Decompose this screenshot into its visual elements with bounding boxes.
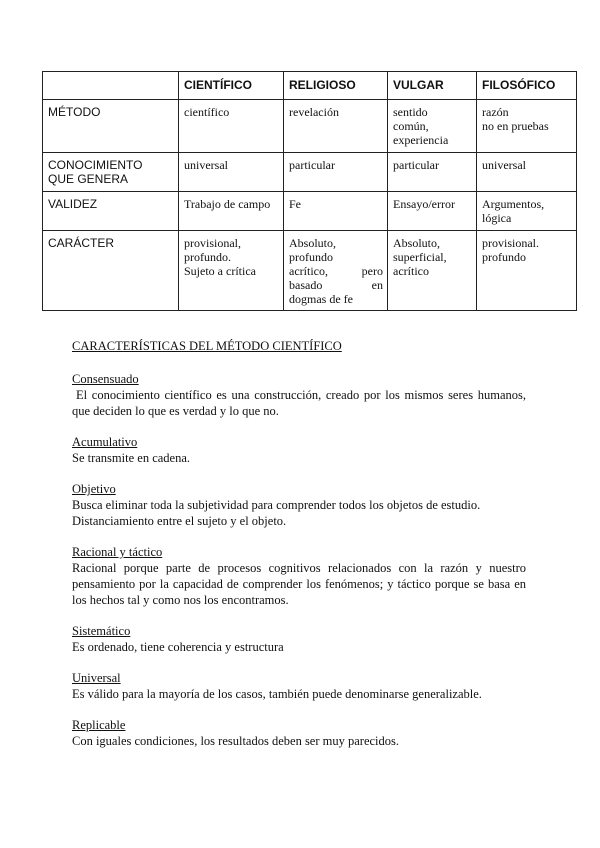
cell-line: Sujeto a crítica (184, 264, 256, 278)
header-religioso: RELIGIOSO (284, 72, 388, 100)
cell-line: provisional. (482, 236, 539, 250)
row-label-caracter (43, 231, 179, 311)
characteristic-title: Replicable (72, 718, 126, 732)
characteristic-title: Consensuado (72, 372, 139, 386)
table-cell (179, 231, 284, 311)
row-label-line: MÉTODO (48, 105, 101, 119)
cell-line: provisional, (184, 236, 241, 250)
characteristic-text: Racional porque parte de procesos cognitivos relacionados con la razón y nuestro pensamiento por la capacidad de comprender los fenómenos; y táctico porque se basa en los hechos tal y como nos los encontramos. (72, 561, 526, 607)
characteristic-title: Objetivo (72, 482, 116, 496)
cell-line: superficial, (393, 250, 447, 264)
cell-line: acrítico (393, 264, 429, 278)
characteristic-text: Busca eliminar toda la subjetividad para comprender todos los objetos de estudio. Distanciamiento entre el sujeto y el objeto. (72, 498, 481, 528)
cell-line: Argumentos, (482, 197, 545, 211)
table-header-row (43, 72, 577, 100)
characteristic-item (72, 623, 526, 655)
header-filosofico: FILOSÓFICO (477, 72, 577, 100)
cell-line: profundo. (184, 250, 231, 264)
section-title: CARACTERÍSTICAS DEL MÉTODO CIENTÍFICO (72, 339, 342, 353)
characteristic-text: Es ordenado, tiene coherencia y estructura (72, 640, 284, 654)
table-cell (179, 153, 284, 192)
characteristic-title: Universal (72, 671, 121, 685)
characteristic-title: Sistemático (72, 624, 131, 638)
cell-line: no en pruebas (482, 119, 549, 133)
cell-line: basado en (289, 278, 383, 292)
cell-line: dogmas de fe (289, 292, 353, 306)
table-cell (477, 153, 577, 192)
table-cell (284, 100, 388, 153)
characteristic-item (72, 434, 526, 466)
characteristic-text: Se transmite en cadena. (72, 451, 191, 465)
table-cell (284, 192, 388, 231)
characteristic-title: Acumulativo (72, 435, 138, 449)
cell-line: profundo (482, 250, 526, 264)
table-cell (477, 100, 577, 153)
cell-line: universal (482, 158, 526, 172)
table-cell (388, 231, 477, 311)
table-cell (179, 192, 284, 231)
header-empty (43, 72, 179, 100)
cell-line: científico (184, 105, 230, 119)
row-label-conocimiento (43, 153, 179, 192)
cell-line: universal (184, 158, 228, 172)
characteristic-item (72, 717, 526, 749)
cell-line: acrítico, pero (289, 264, 383, 278)
cell-line: particular (393, 158, 439, 172)
header-cientifico: CIENTÍFICO (179, 72, 284, 100)
cell-line: común, (393, 119, 429, 133)
cell-line: lógica (482, 211, 512, 225)
cell-line: experiencia (393, 133, 449, 147)
cell-line: profundo (289, 250, 333, 264)
table-cell (284, 153, 388, 192)
cell-line: particular (289, 158, 335, 172)
characteristic-item (72, 481, 526, 529)
table-row (43, 153, 577, 192)
row-label-line: CONOCIMIENTO (48, 158, 143, 172)
table-cell (388, 100, 477, 153)
cell-line: Ensayo/error (393, 197, 455, 211)
row-label-line: CARÁCTER (48, 236, 115, 250)
characteristic-text: El conocimiento científico es una construcción, creado por los mismos seres humanos, que deciden lo que es verdad y lo que no. (72, 388, 526, 418)
table-cell (388, 192, 477, 231)
characteristic-item (72, 371, 526, 419)
cell-line: revelación (289, 105, 339, 119)
cell-line: razón (482, 105, 509, 119)
row-label-metodo (43, 100, 179, 153)
header-vulgar: VULGAR (388, 72, 477, 100)
table-row (43, 192, 577, 231)
characteristic-item (72, 670, 526, 702)
row-label-line: VALIDEZ (48, 197, 98, 211)
characteristic-item (72, 544, 526, 608)
row-label-validez (43, 192, 179, 231)
characteristic-text: Es válido para la mayoría de los casos, también puede denominarse generalizable. (72, 687, 482, 701)
table-cell (477, 192, 577, 231)
table-row (43, 100, 577, 153)
table-row (43, 231, 577, 311)
table-cell (179, 100, 284, 153)
row-label-line: QUE GENERA (48, 172, 129, 186)
table-cell (388, 153, 477, 192)
cell-line: Fe (289, 197, 301, 211)
table-cell (477, 231, 577, 311)
comparison-table (42, 71, 577, 311)
characteristic-text: Con iguales condiciones, los resultados deben ser muy parecidos. (72, 734, 400, 748)
characteristic-title: Racional y táctico (72, 545, 163, 559)
cell-line: Trabajo de campo (184, 197, 271, 211)
cell-line: sentido (393, 105, 428, 119)
cell-line: Absoluto, (289, 236, 337, 250)
table-cell (284, 231, 388, 311)
cell-line: Absoluto, (393, 236, 441, 250)
characteristics-section (72, 338, 526, 764)
